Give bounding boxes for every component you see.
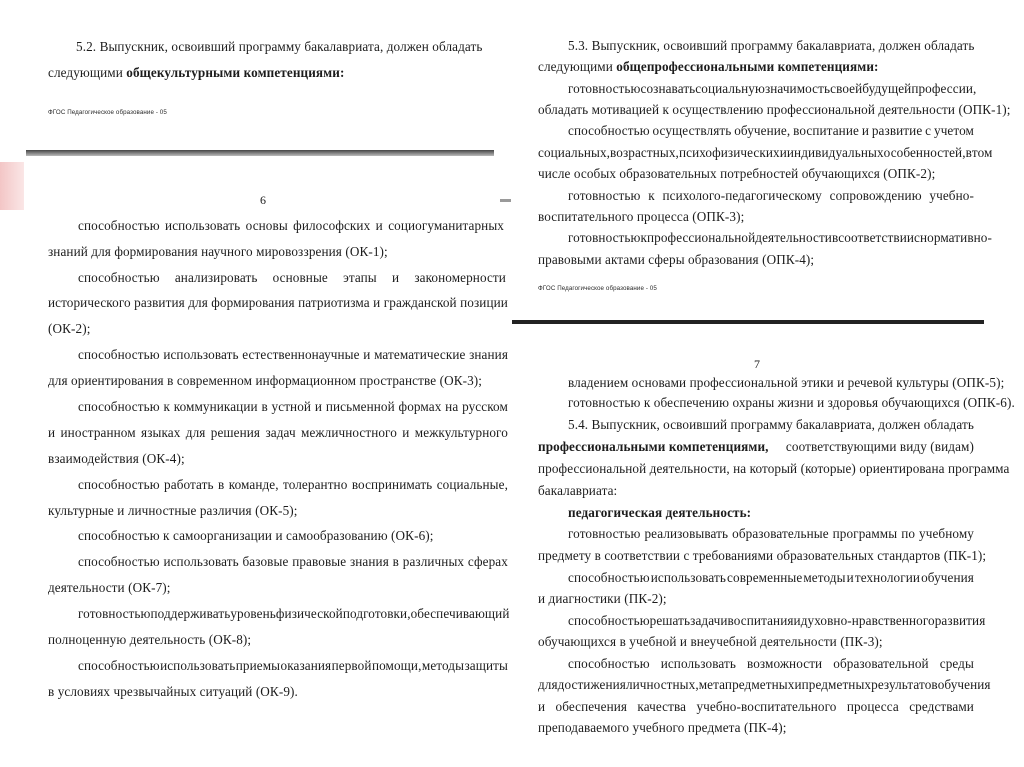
left-page-bottom bbox=[24, 158, 510, 758]
opk2-line-1: способностью осуществлять обучение, воспитание и развитие с учетом bbox=[568, 123, 974, 138]
right-page-number: 7 bbox=[754, 357, 761, 371]
pk4-line-1: способностью использовать возможности образовательной среды bbox=[568, 656, 974, 671]
ok4-line-3: взаимодействия (ОК-4); bbox=[48, 451, 185, 466]
right-page-divider bbox=[512, 320, 984, 324]
ok7-line-1: способностью использовать базовые правовые знания в различных сферах bbox=[78, 554, 508, 569]
ok1-line-1: способностью использовать основы философских и социогуманитарных bbox=[78, 218, 504, 233]
ok3-line-2: для ориентирования в современном информационном пространстве (ОК-3); bbox=[48, 373, 483, 388]
item-5-4-line-3: профессиональной деятельности, на который (которые) ориентирована программа bbox=[538, 461, 1010, 476]
pk3-line-2: обучающихся в учебной и внеучебной деятельности (ПК-3); bbox=[538, 634, 883, 649]
ok8-line-2: полноценную деятельность (ОК-8); bbox=[48, 632, 252, 647]
ok2-line-1: способностью анализировать основные этапы и закономерности bbox=[78, 270, 506, 285]
opk1-line-1: готовностью сознавать социальную значимость своей будущей профессии, bbox=[568, 81, 977, 96]
item-5-3-text: 5.3. Выпускник, освоивший программу бакалавриата, должен обладать bbox=[568, 38, 975, 53]
ok5-line-2: культурные и личностные различия (ОК-5); bbox=[48, 503, 298, 518]
right-footer: ФГОС Педагогическое образование - 05 bbox=[538, 285, 657, 292]
pk1-line-2: предмету в соответствии с требованиями образовательных стандартов (ПК-1); bbox=[538, 548, 987, 563]
opk1-line-2: обладать мотивацией к осуществлению профессиональной деятельности (ОПК-1); bbox=[538, 102, 1011, 117]
left-page-divider bbox=[26, 150, 494, 156]
pk4-line-3: и обеспечения качества учебно-воспитательного процесса средствами bbox=[538, 699, 974, 714]
ok2-line-3: (ОК-2); bbox=[48, 321, 91, 336]
ok4-line-2: и иностранном языках для решения задач межличностного и межкультурного bbox=[48, 425, 508, 440]
item-5-2-text: 5.2. Выпускник, освоивший программу бакалавриата, должен обладать bbox=[76, 39, 483, 54]
item-5-2-line-1 bbox=[76, 40, 504, 53]
item-5-3-bold: общепрофессиональными компетенциями: bbox=[616, 59, 879, 74]
right-page-top bbox=[512, 0, 1011, 320]
ok4-line-1: способностью к коммуникации в устной и письменной формах на русском bbox=[78, 399, 508, 414]
item-5-4-line-2 bbox=[538, 440, 974, 453]
ok8-line-1: готовностью поддерживать уровень физической подготовки, обеспечивающий bbox=[78, 606, 510, 621]
pk4-line-4: преподаваемого учебного предмета (ПК-4); bbox=[538, 720, 787, 735]
pk2-line-2: и диагностики (ПК-2); bbox=[538, 591, 667, 606]
item-5-4-rest: соответствующими виду (видам) bbox=[785, 439, 974, 454]
item-5-3-prefix: следующими bbox=[538, 59, 617, 74]
pk4-line-2: для достижения личностных, метапредметных и предметных результатов обучения bbox=[538, 677, 991, 692]
item-5-4-line-1: 5.4. Выпускник, освоивший программу бакалавриата, должен обладать bbox=[568, 417, 974, 432]
opk3-line-1: готовностью к психолого-педагогическому сопровождению учебно- bbox=[568, 188, 974, 203]
left-page-number: 6 bbox=[260, 193, 267, 207]
opk2-line-3: числе особых образовательных потребностей обучающихся (ОПК-2); bbox=[538, 166, 936, 181]
item-5-3-line-1 bbox=[568, 39, 974, 52]
opk2-line-2: социальных, возрастных, психофизических и индивидуальных особенностей, в том bbox=[538, 145, 993, 160]
ok5-line-1: способностью работать в команде, толерантно воспринимать социальные, bbox=[78, 477, 508, 492]
left-page-top bbox=[24, 0, 500, 150]
item-5-2-prefix: следующими bbox=[48, 65, 127, 80]
pk1-line-1: готовностью реализовывать образовательные программы по учебному bbox=[568, 526, 974, 541]
opk4-line-1: готовностью к профессиональной деятельности в соответствии с нормативно- bbox=[568, 230, 992, 245]
item-5-3-line-2 bbox=[538, 60, 879, 73]
opk3-line-2: воспитательного процесса (ОПК-3); bbox=[538, 209, 745, 224]
left-footer: ФГОС Педагогическое образование - 05 bbox=[48, 109, 167, 116]
ok9-line-2: в условиях чрезвычайных ситуаций (ОК-9). bbox=[48, 684, 298, 699]
ped-heading: педагогическая деятельность: bbox=[568, 505, 752, 520]
ok3-line-1: способностью использовать естественнонаучные и математические знания bbox=[78, 347, 508, 362]
ok7-line-2: деятельности (ОК-7); bbox=[48, 580, 171, 595]
right-page-bottom bbox=[512, 326, 1015, 767]
ok2-line-2: исторического развития для формирования патриотизма и гражданской позиции bbox=[48, 295, 508, 310]
pk3-line-1: способностью решать задачи воспитания и духовно-нравственного развития bbox=[568, 613, 986, 628]
left-edge-pink-mark bbox=[0, 162, 26, 210]
ok6-line-1: способностью к самоорганизации и самообразованию (ОК-6); bbox=[78, 528, 434, 543]
item-5-4-line-2-row bbox=[538, 440, 974, 453]
opk6-line: готовностью к обеспечению охраны жизни и здоровья обучающихся (ОПК-6). bbox=[568, 395, 1015, 410]
item-5-4-bold: профессиональными компетенциями, bbox=[538, 439, 769, 454]
ok1-line-2: знаний для формирования научного мировоззрения (ОК-1); bbox=[48, 244, 388, 259]
ok9-line-1: способностью использовать приемы оказания первой помощи, методы защиты bbox=[78, 658, 508, 673]
pk2-line-1: способностью использовать современные методы и технологии обучения bbox=[568, 570, 974, 585]
opk5-line: владением основами профессиональной этики и речевой культуры (ОПК-5); bbox=[568, 375, 1005, 390]
item-5-2-line-2 bbox=[48, 66, 344, 79]
item-5-4-line-4: бакалавриата: bbox=[538, 483, 618, 498]
opk4-line-2: правовыми актами сферы образования (ОПК-4); bbox=[538, 252, 815, 267]
item-5-2-bold: общекультурными компетенциями: bbox=[126, 65, 345, 80]
